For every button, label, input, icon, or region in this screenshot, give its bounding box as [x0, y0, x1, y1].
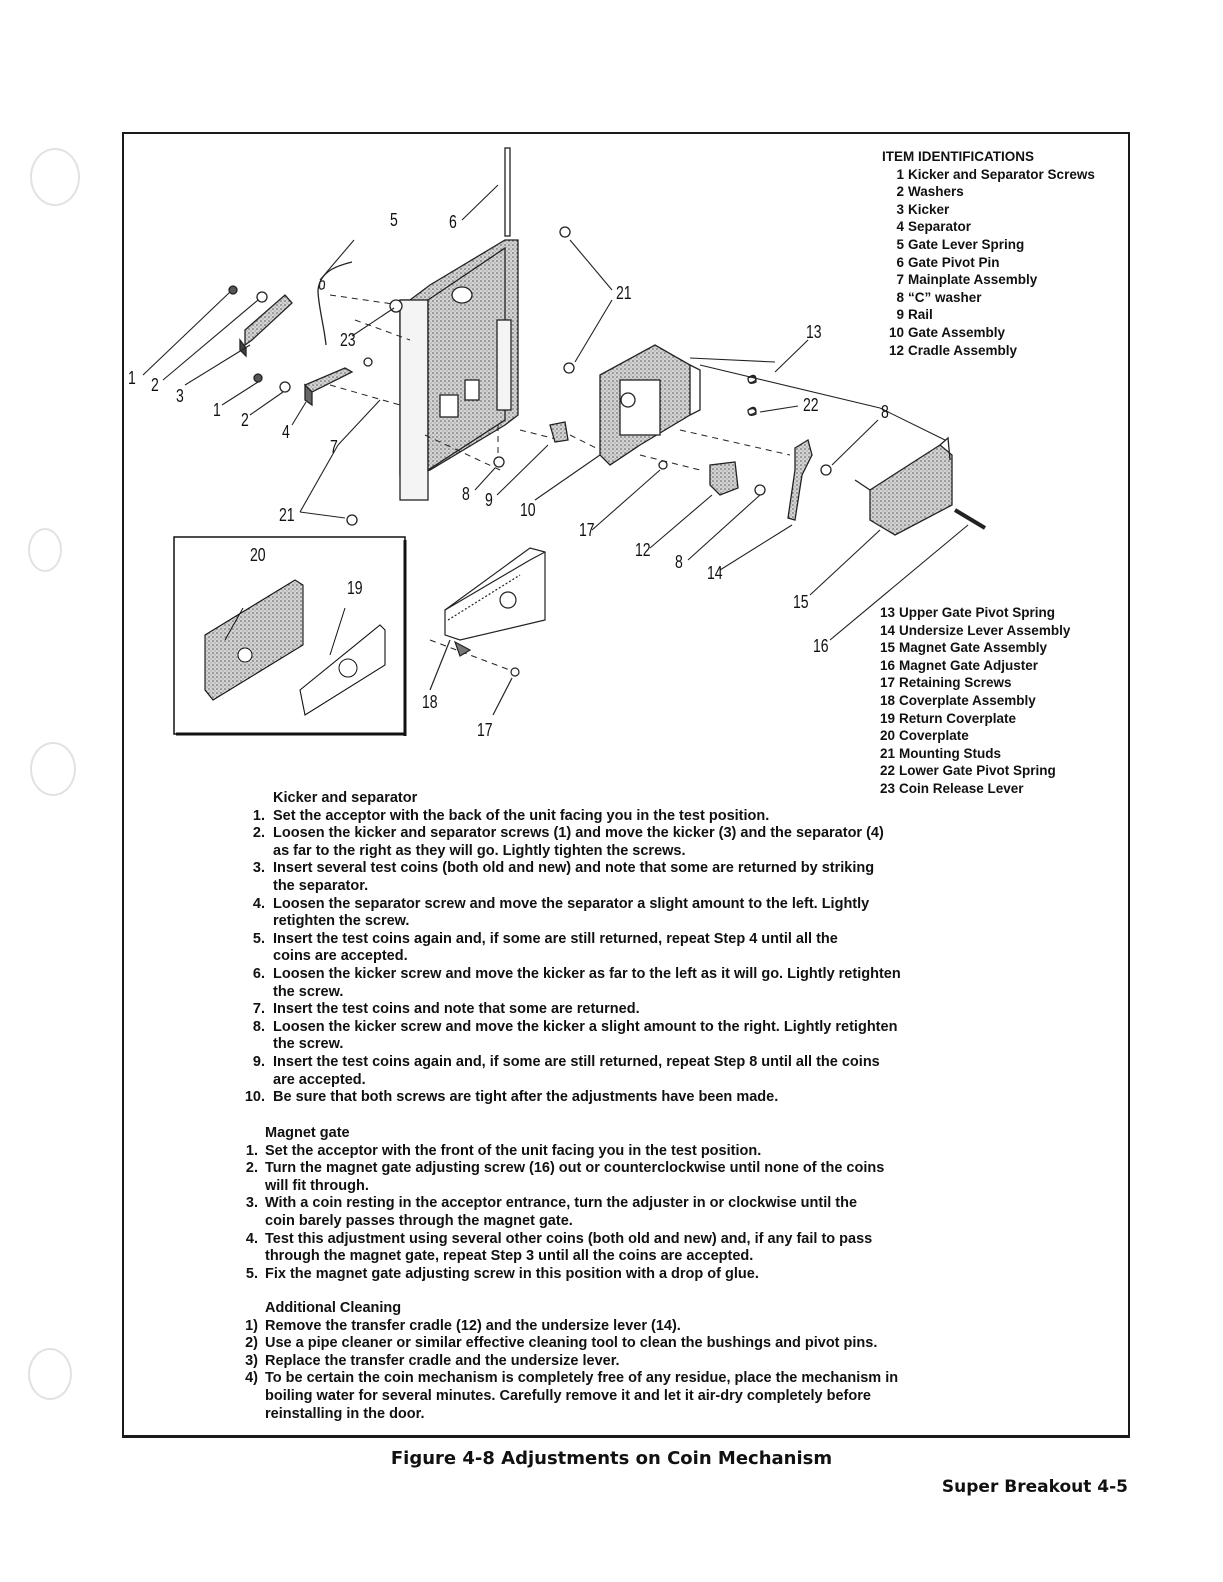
legend-item: [882, 218, 1095, 236]
legend-header: ITEM IDENTIFICATIONS: [882, 149, 1034, 164]
step-text-line: the screw.: [273, 983, 344, 1000]
legend-item: [873, 622, 1070, 640]
legend-item: [882, 201, 1095, 219]
legend-item-label: Mounting Studs: [899, 745, 1001, 761]
callout-1: 1: [213, 400, 221, 420]
legend-item-number: 14: [879, 622, 895, 638]
legend-item-number: 7: [896, 272, 904, 288]
step-item: [240, 1054, 1040, 1089]
step-text-line: Use a pipe cleaner or similar effective cleaning tool to clean the bushings and pivot pins.: [265, 1335, 878, 1352]
legend-item: [882, 306, 1095, 324]
legend-list: [873, 604, 1070, 798]
step-number: 6.: [252, 965, 265, 982]
legend-item-label: Mainplate Assembly: [908, 272, 1038, 288]
legend-item: [873, 639, 1070, 657]
separator-part: [305, 368, 352, 392]
step-item: [240, 896, 1040, 931]
legend-item: [873, 674, 1070, 692]
step-text-line: will fit through.: [265, 1177, 369, 1194]
step-item: [240, 1001, 1040, 1019]
step-number: 1.: [245, 1142, 258, 1159]
kicker-separator-section: [240, 790, 1040, 1107]
legend-item-label: Rail: [908, 307, 933, 323]
callout-16: 16: [813, 636, 829, 656]
legend-item-label: Coverplate Assembly: [899, 692, 1036, 708]
page-footer: Super Breakout 4-5: [941, 1477, 1128, 1497]
legend-item-label: Gate Pivot Pin: [908, 254, 1000, 270]
step-text-line: Set the acceptor with the back of the unit facing you in the test position.: [273, 807, 770, 824]
legend-item-label: “C” washer: [908, 289, 982, 305]
legend-item-label: Coverplate: [899, 728, 969, 744]
legend-list: [882, 166, 1095, 360]
legend-item: [882, 324, 1095, 342]
step-text-line: are accepted.: [273, 1071, 366, 1088]
step-text-line: reinstalling in the door.: [265, 1405, 425, 1422]
step-text-line: Remove the transfer cradle (12) and the undersize lever (14).: [265, 1317, 681, 1334]
legend-item: [882, 289, 1095, 307]
step-item: [240, 1370, 1040, 1423]
callout-2: 2: [241, 410, 249, 430]
legend-item-label: Gate Assembly: [908, 324, 1006, 340]
callout-4: 4: [282, 422, 290, 442]
step-number: 3): [245, 1352, 258, 1369]
callout-8: 8: [881, 402, 889, 422]
legend-item-label: Return Coverplate: [899, 710, 1017, 726]
callout-17: 17: [477, 720, 493, 740]
legend-item: [873, 710, 1070, 728]
section-title: Additional Cleaning: [265, 1300, 402, 1316]
legend-item-number: 10: [888, 324, 904, 340]
step-text-line: Loosen the kicker and separator screws (1) and move the kicker (3) and the separator (4): [273, 825, 884, 842]
magnet-gate: [870, 445, 952, 535]
legend-item-number: 21: [879, 745, 895, 761]
step-text-line: Insert the test coins again and, if some are still returned, repeat Step 8 until all the coins: [273, 1053, 880, 1070]
legend-item-number: 3: [896, 201, 904, 217]
legend-item-label: Magnet Gate Adjuster: [899, 657, 1039, 673]
step-item: [240, 931, 1040, 966]
callout-20: 20: [250, 545, 266, 565]
legend-item: [882, 183, 1095, 201]
lower-gate-spring: [748, 407, 756, 415]
section-title: Magnet gate: [265, 1125, 350, 1141]
legend-item-label: Magnet Gate Assembly: [899, 640, 1048, 656]
coverplate-assembly-18: [445, 548, 545, 640]
legend-item-label: Gate Lever Spring: [908, 236, 1025, 252]
legend-item-number: 8: [896, 289, 904, 305]
legend-item-label: Cradle Assembly: [908, 342, 1018, 358]
step-text-line: Loosen the kicker screw and move the kicker as far to the left as it will go. Lightly retighten: [273, 965, 901, 982]
callout-2: 2: [151, 375, 159, 395]
legend-item: [882, 254, 1095, 272]
item-identifications-continued: [873, 604, 1070, 798]
step-number: 5.: [245, 1265, 258, 1282]
callout-3: 3: [176, 386, 184, 406]
step-number: 9.: [252, 1053, 265, 1070]
item-identifications: [882, 148, 1095, 359]
legend-item-number: 4: [896, 219, 904, 235]
legend-item-label: Undersize Lever Assembly: [899, 622, 1071, 638]
step-text-line: Loosen the separator screw and move the separator a slight amount to the left. Lightly: [273, 895, 870, 912]
section-title: Kicker and separator: [273, 790, 418, 806]
callout-13: 13: [806, 322, 822, 342]
step-text-line: Insert several test coins (both old and new) and note that some are returned by striking: [273, 860, 875, 877]
callout-12: 12: [635, 540, 651, 560]
step-item: [240, 860, 1040, 895]
legend-item: [873, 727, 1070, 745]
additional-cleaning-section: [240, 1300, 1040, 1423]
step-number: 2): [245, 1335, 258, 1352]
callout-14: 14: [707, 563, 723, 583]
callout-6: 6: [449, 212, 457, 232]
step-text-line: the screw.: [273, 1036, 344, 1053]
legend-item-label: Kicker: [908, 201, 950, 217]
cradle-part: [710, 462, 738, 495]
legend-item-number: 12: [888, 342, 904, 358]
step-text-line: Fix the magnet gate adjusting screw in this position with a drop of glue.: [265, 1265, 759, 1282]
step-item: [240, 1089, 1040, 1107]
callout-8: 8: [462, 484, 470, 504]
legend-item-number: 13: [879, 605, 895, 620]
step-number: 5.: [252, 930, 265, 947]
legend-item: [873, 762, 1070, 780]
step-number: 1): [245, 1317, 258, 1334]
gate-assembly: [550, 422, 568, 442]
callout-21: 21: [279, 505, 295, 525]
step-text-line: To be certain the coin mechanism is completely free of any residue, place the mechanism in: [265, 1370, 899, 1387]
callout-19: 19: [347, 578, 363, 598]
step-number: 2.: [252, 825, 265, 842]
legend-item-label: Coin Release Lever: [899, 780, 1024, 796]
step-item: [240, 1160, 1040, 1195]
figure-caption: Figure 4-8 Adjustments on Coin Mechanism: [390, 1448, 833, 1469]
legend-item-label: Kicker and Separator Screws: [908, 166, 1095, 182]
step-item: [240, 1266, 1040, 1284]
step-item: [240, 966, 1040, 1001]
legend-item-label: Retaining Screws: [899, 675, 1012, 691]
gate-pivot-pin: [505, 148, 510, 236]
step-text-line: Set the acceptor with the front of the unit facing you in the test position.: [265, 1142, 762, 1159]
step-item: [240, 825, 1040, 860]
step-number: 8.: [252, 1018, 265, 1035]
legend-item-number: 23: [879, 780, 895, 796]
legend-item-number: 1: [896, 166, 904, 182]
step-list: [240, 808, 1040, 1107]
legend-item-number: 22: [879, 763, 895, 779]
legend-item-number: 16: [879, 657, 895, 673]
legend-item: [873, 604, 1070, 622]
step-text-line: Loosen the kicker screw and move the kicker a slight amount to the right. Lightly retighten: [273, 1018, 898, 1035]
step-item: [240, 1335, 1040, 1353]
legend-item-label: Washers: [908, 184, 964, 200]
callout-22: 22: [803, 395, 819, 415]
legend-item-number: 15: [879, 640, 895, 656]
legend-item: [882, 166, 1095, 184]
step-text-line: coins are accepted.: [273, 948, 408, 965]
legend-item-number: 9: [896, 307, 904, 323]
legend-item-number: 2: [896, 184, 904, 200]
step-number: 4): [245, 1370, 258, 1387]
magnet-gate-screw: [955, 510, 985, 528]
step-number: 7.: [252, 1001, 265, 1018]
callout-23: 23: [340, 330, 356, 350]
step-number: 3.: [252, 860, 265, 877]
step-list: [240, 1143, 1040, 1284]
coverplate-inset: [174, 537, 405, 736]
step-item: [240, 1195, 1040, 1230]
callout-8: 8: [675, 552, 683, 572]
step-number: 4.: [252, 895, 265, 912]
magnet-gate-section: [240, 1125, 1040, 1283]
legend-item-label: Lower Gate Pivot Spring: [899, 763, 1056, 779]
step-text-line: through the magnet gate, repeat Step 3 until all the coins are accepted.: [265, 1248, 754, 1265]
callout-9: 9: [485, 490, 493, 510]
legend-item: [882, 236, 1095, 254]
callout-10: 10: [520, 500, 536, 520]
step-item: [240, 1353, 1040, 1371]
callout-7: 7: [330, 437, 338, 457]
step-item: [240, 1318, 1040, 1336]
kicker-part: [245, 295, 292, 345]
step-text-line: coin barely passes through the magnet gate.: [265, 1212, 573, 1229]
step-text-line: Turn the magnet gate adjusting screw (16) out or counterclockwise until none of the coins: [265, 1160, 885, 1177]
legend-item-number: 19: [879, 710, 895, 726]
step-item: [240, 808, 1040, 826]
step-text-line: Insert the test coins again and, if some are still returned, repeat Step 4 until all the: [273, 930, 838, 947]
legend-item-number: 5: [896, 236, 904, 252]
legend-item: [882, 342, 1095, 360]
undersize-lever: [788, 440, 812, 520]
step-number: 2.: [245, 1160, 258, 1177]
step-text-line: Test this adjustment using several other coins (both old and new) and, if any fail to pass: [265, 1230, 873, 1247]
step-text-line: Be sure that both screws are tight after the adjustments have been made.: [273, 1089, 779, 1106]
callout-17: 17: [579, 520, 595, 540]
legend-item: [873, 745, 1070, 763]
step-list: [240, 1318, 1040, 1424]
legend-item-number: 17: [879, 675, 895, 691]
step-number: 10.: [244, 1089, 265, 1106]
callout-15: 15: [793, 592, 809, 612]
step-item: [240, 1143, 1040, 1161]
legend-item-number: 18: [879, 692, 895, 708]
step-text-line: With a coin resting in the acceptor entrance, turn the adjuster in or clockwise until the: [265, 1195, 858, 1212]
step-number: 3.: [245, 1195, 258, 1212]
callout-1: 1: [128, 368, 136, 388]
step-number: 1.: [252, 807, 265, 824]
step-text-line: Insert the test coins and note that some are returned.: [273, 1001, 640, 1018]
legend-item-label: Separator: [908, 219, 972, 235]
callout-21: 21: [616, 283, 632, 303]
callout-18: 18: [422, 692, 438, 712]
legend-item-label: Upper Gate Pivot Spring: [899, 605, 1056, 620]
step-text-line: the separator.: [273, 877, 369, 894]
step-text-line: Replace the transfer cradle and the undersize lever.: [265, 1352, 620, 1369]
step-number: 4.: [245, 1230, 258, 1247]
callout-5: 5: [390, 210, 398, 230]
step-item: [240, 1231, 1040, 1266]
step-text-line: boiling water for several minutes. Carefully remove it and let it air-dry completely before: [265, 1387, 871, 1404]
mainplate-front: [400, 300, 428, 500]
legend-item: [882, 271, 1095, 289]
legend-item: [873, 657, 1070, 675]
step-item: [240, 1019, 1040, 1054]
step-text-line: as far to the right as they will go. Lightly tighten the screws.: [273, 842, 686, 859]
legend-item: [873, 692, 1070, 710]
coverplate-20: [205, 580, 303, 700]
legend-item-number: 20: [879, 728, 895, 744]
step-text-line: retighten the screw.: [273, 913, 410, 930]
legend-item-number: 6: [896, 254, 904, 270]
